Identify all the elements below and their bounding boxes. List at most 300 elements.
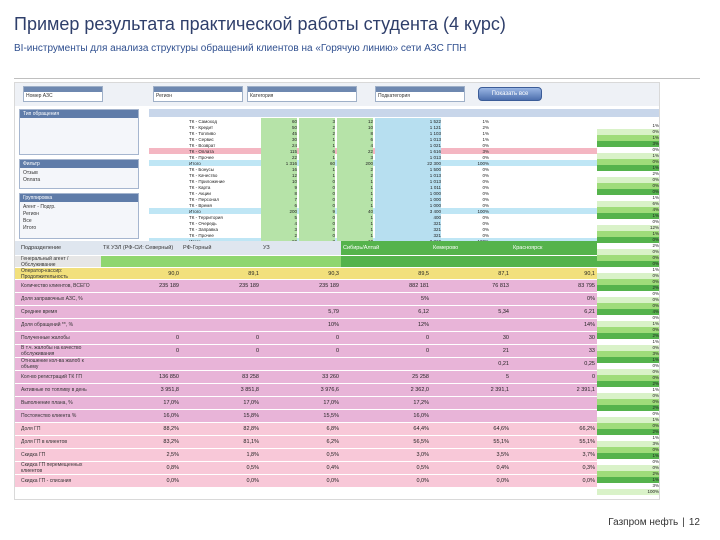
row-value: 0%	[482, 179, 489, 184]
row-value: 2	[261, 232, 297, 239]
row-value: 0,5%	[326, 452, 339, 458]
row-value: 1 000	[375, 202, 441, 209]
percentage-value: 3%	[652, 351, 659, 356]
row-value: 1 616	[375, 148, 441, 155]
show-all-button[interactable]: Показать все	[478, 87, 542, 101]
row-value: 0,4%	[496, 465, 509, 471]
row-value: 0%	[482, 191, 489, 196]
row-value: 60	[299, 160, 335, 167]
row-value: 0	[255, 348, 259, 354]
row-value: 10	[337, 124, 373, 131]
footer-page-number: 12	[688, 517, 700, 528]
row-value	[181, 358, 261, 370]
row-name: Итого	[189, 161, 201, 166]
combo-header	[248, 87, 356, 92]
panel-line: Итого	[23, 225, 37, 231]
percentage-value: 1%	[652, 477, 659, 482]
percentage-value: 2%	[652, 405, 659, 410]
side-panel-grouping[interactable]	[19, 193, 139, 239]
row-name: Итого	[189, 209, 201, 214]
panel-body	[20, 168, 138, 186]
summary-table-row	[15, 345, 597, 358]
row-value: 22	[337, 148, 373, 155]
percentage-value: 0%	[652, 183, 659, 188]
row-value	[261, 256, 341, 267]
panel-body	[20, 118, 138, 122]
percentage-value: 2%	[652, 285, 659, 290]
row-label: Кол-во регистраций ТК ГП	[21, 374, 82, 380]
column-header: Сибирь/Алтай	[341, 241, 431, 255]
row-value: 3,0%	[416, 452, 429, 458]
row-value: 235 189	[159, 283, 179, 289]
row-value: 25 258	[412, 374, 429, 380]
row-value	[181, 306, 261, 318]
percentage-value: 0%	[652, 177, 659, 182]
panel-line: Отзыв	[23, 170, 38, 176]
row-value: 22 300	[375, 160, 441, 167]
percentage-value: 0%	[652, 447, 659, 452]
row-value: 0	[425, 348, 429, 354]
percentage-value: 1%	[652, 195, 659, 200]
row-value	[181, 256, 261, 267]
row-value: 6	[337, 136, 373, 143]
percentage-value: 2%	[652, 429, 659, 434]
row-value: 0%	[482, 185, 489, 190]
row-value	[511, 256, 597, 267]
row-value: 89,5	[418, 270, 429, 277]
percentage-value: 0%	[652, 465, 659, 470]
row-value: 90,0	[168, 270, 179, 277]
row-name: ТК - Территория	[189, 215, 223, 220]
summary-table-row	[15, 293, 597, 306]
row-value: 17,2%	[413, 400, 429, 406]
row-value: 81,1%	[243, 439, 259, 445]
row-value: 0	[299, 220, 335, 227]
row-label: В т.ч. жалобы на качество обслуживания	[21, 345, 82, 357]
row-value: 0%	[482, 173, 489, 178]
summary-table-row	[15, 280, 597, 293]
row-value: 16,0%	[163, 413, 179, 419]
percentage-value: 4%	[652, 207, 659, 212]
summary-table-row	[15, 410, 597, 423]
row-value: 24	[261, 142, 297, 149]
percentage-value: 0%	[652, 291, 659, 296]
row-label: Доля ГП	[21, 426, 41, 432]
row-label: Доля обращений **, %	[21, 322, 74, 328]
row-label: Скидка ГП - списания	[21, 478, 72, 484]
summary-table-header	[15, 241, 597, 255]
row-value: 1 013	[375, 154, 441, 161]
summary-table-row	[15, 436, 597, 449]
row-value: 200	[261, 208, 297, 215]
row-value: 321	[375, 220, 441, 227]
row-value: 6	[261, 202, 297, 209]
row-name: ТК - Оплата	[189, 149, 214, 154]
percentage-value: 0%	[652, 237, 659, 242]
row-value: 0	[299, 226, 335, 233]
row-value: 6,8%	[326, 426, 339, 432]
summary-table-row	[15, 475, 597, 488]
row-value: 89,1	[248, 270, 259, 277]
row-value: 6,2%	[326, 439, 339, 445]
row-value: 60	[261, 118, 297, 125]
row-value: 400	[375, 214, 441, 221]
panel-title: Фильтр	[20, 160, 138, 168]
row-value: 100%	[477, 161, 489, 166]
row-value: 1 121	[375, 124, 441, 131]
row-value: 0%	[482, 143, 489, 148]
panel-title: Группировка	[20, 194, 138, 202]
row-value: 0%	[482, 215, 489, 220]
row-value: 3 400	[375, 208, 441, 215]
row-value: 0	[299, 190, 335, 197]
row-value: 66,2%	[579, 426, 595, 432]
row-value: 200	[337, 160, 373, 167]
combo-label: Номер АЗС	[26, 93, 53, 99]
percentage-value: 1%	[652, 339, 659, 344]
column-header: ТК УЗЛ (РФ-СИ: Северный)	[103, 245, 174, 251]
panel-line: Регион	[23, 211, 40, 217]
row-value: 0,0%	[416, 478, 429, 484]
summary-table-row	[15, 397, 597, 410]
row-value: 5,34	[498, 309, 509, 315]
percentage-value: 1%	[652, 387, 659, 392]
row-value: 9	[299, 208, 335, 215]
row-value: 0,3%	[582, 465, 595, 471]
percentage-value: 2%	[652, 333, 659, 338]
row-value: 0	[255, 335, 259, 341]
row-value: 3 951,8	[160, 387, 179, 393]
percentage-value: 0%	[652, 273, 659, 278]
row-value: 0	[299, 202, 335, 209]
row-value	[431, 410, 511, 422]
row-value: 0,0%	[246, 478, 259, 484]
row-name: ТК - Акции	[189, 191, 211, 196]
row-value: 17,0%	[163, 400, 179, 406]
summary-table-row	[15, 256, 597, 268]
row-label: Постоянство клиента %	[21, 413, 77, 419]
row-value: 10	[261, 178, 297, 185]
combo-label: Регион	[156, 93, 173, 99]
row-value: 17,0%	[323, 400, 339, 406]
percentage-value: 100%	[647, 489, 659, 494]
row-label: Скидка ГП	[21, 452, 46, 458]
summary-table-row	[15, 319, 597, 332]
row-value: 1	[337, 202, 373, 209]
row-value: 100%	[477, 209, 489, 214]
percentage-value: 3%	[652, 141, 659, 146]
filter-combo-1[interactable]	[23, 86, 103, 102]
summary-table-row	[15, 384, 597, 397]
row-value	[261, 358, 341, 370]
footer-company: Газпром нефть	[608, 517, 679, 528]
row-value: 82,8%	[243, 426, 259, 432]
row-value: 30	[588, 335, 595, 341]
row-value: 33	[588, 348, 595, 354]
row-value: 88,2%	[163, 426, 179, 432]
row-label: Выполнение плана, %	[21, 400, 73, 406]
row-value: 90,3	[328, 270, 339, 277]
row-value	[341, 256, 431, 267]
side-panel-type[interactable]	[19, 109, 139, 155]
percentage-value: 0%	[652, 369, 659, 374]
percentage-value: 12%	[649, 225, 659, 230]
row-name: ТК - Возврат	[189, 143, 216, 148]
row-name: ТК - Прочее	[189, 233, 214, 238]
row-value: 3 976,6	[320, 387, 339, 393]
row-value: 0	[425, 335, 429, 341]
row-label: Оператор-кассир: Продолжительность	[21, 268, 68, 279]
row-value: 16	[261, 166, 297, 173]
row-value: 0,25	[584, 361, 595, 367]
row-value: 12	[261, 172, 297, 179]
percentage-value: 0%	[652, 219, 659, 224]
combo-label: Категория	[250, 93, 274, 99]
row-value: 83 258	[242, 374, 259, 380]
row-value	[101, 319, 181, 331]
row-value: 14%	[583, 322, 595, 328]
percentage-value: 0%	[652, 375, 659, 380]
upper-data-table	[149, 109, 660, 239]
row-value: 1 000	[375, 190, 441, 197]
percentage-value: 1%	[652, 417, 659, 422]
row-value: 1	[299, 136, 335, 143]
row-value	[101, 306, 181, 318]
row-value: 3,7%	[582, 452, 595, 458]
row-value: 1%	[482, 131, 489, 136]
row-value: 2	[337, 166, 373, 173]
row-value: 0%	[482, 203, 489, 208]
row-label: Полученные жалобы	[21, 335, 70, 341]
percentage-value: 0%	[652, 255, 659, 260]
percentage-value: 0%	[652, 261, 659, 266]
row-label: Среднее время	[21, 309, 58, 315]
row-name: ТК - Топливо	[189, 131, 216, 136]
percentage-value: 0%	[652, 303, 659, 308]
summary-table-row	[15, 462, 597, 475]
row-value: 15,8%	[243, 413, 259, 419]
row-value: 83,2%	[163, 439, 179, 445]
row-name: ТК - Прочее	[189, 155, 214, 160]
row-value: 1	[337, 220, 373, 227]
row-value: 0,0%	[582, 478, 595, 484]
row-value	[431, 319, 511, 331]
row-name: ТК - Сервис	[189, 137, 214, 142]
row-value: 1	[299, 154, 335, 161]
combo-header	[376, 87, 464, 92]
row-value: 1 000	[375, 196, 441, 203]
percentage-value: 1%	[652, 231, 659, 236]
percentage-value: 1%	[652, 153, 659, 158]
row-value: 2	[299, 124, 335, 131]
row-value: 3 851,8	[240, 387, 259, 393]
bi-dashboard-screenshot	[14, 82, 660, 500]
row-value: 12	[337, 118, 373, 125]
row-value: 0%	[482, 221, 489, 226]
combo-label: Подкатегория	[378, 93, 410, 99]
row-value: 235 189	[319, 283, 339, 289]
row-value: 1 522	[375, 118, 441, 125]
row-value: 8	[261, 190, 297, 197]
row-value: 9	[261, 184, 297, 191]
row-value: 83 795	[578, 283, 595, 289]
combo-header	[154, 87, 242, 92]
row-name: ТК - Бонусы	[189, 167, 214, 172]
row-value: 0%	[482, 197, 489, 202]
row-value	[101, 256, 181, 267]
row-value: 0	[299, 232, 335, 239]
percentage-value: 0%	[652, 189, 659, 194]
row-value: 3	[261, 226, 297, 233]
row-value: 0	[299, 178, 335, 185]
row-value: 321	[375, 232, 441, 239]
row-name: ТК - Карта	[189, 185, 211, 190]
percentage-value: 1%	[652, 213, 659, 218]
row-value: 0%	[587, 296, 595, 302]
row-value: 0	[175, 335, 179, 341]
percentage-value: 0%	[652, 423, 659, 428]
row-value	[181, 319, 261, 331]
row-label: Количество клиентов, ВСЕГО	[21, 283, 90, 289]
row-value: 0%	[482, 227, 489, 232]
row-value: 1 021	[375, 142, 441, 149]
row-value: 0,8%	[166, 465, 179, 471]
percentage-value: 0%	[652, 279, 659, 284]
row-value: 1 013	[375, 172, 441, 179]
row-value: 882 181	[409, 283, 429, 289]
row-value: 5%	[421, 296, 429, 302]
row-value: 0	[299, 214, 335, 221]
column-header: Красноярск	[511, 241, 597, 255]
row-value: 5,79	[328, 309, 339, 315]
row-name: ТК - Приложение	[189, 179, 225, 184]
row-value	[101, 358, 181, 370]
percentage-value: 0%	[652, 393, 659, 398]
panel-body	[20, 202, 138, 234]
percentage-value: 1%	[652, 267, 659, 272]
row-value: 235 189	[239, 283, 259, 289]
row-value: 8	[337, 130, 373, 137]
panel-line: Оплата	[23, 177, 41, 183]
row-value: 0	[299, 196, 335, 203]
row-value: 17,0%	[243, 400, 259, 406]
row-label: Генеральный агент / Обслуживание	[21, 256, 69, 267]
row-value: 1	[299, 166, 335, 173]
row-value: 50	[261, 124, 297, 131]
row-value	[431, 256, 511, 267]
column-header: РФ-Горный	[183, 245, 212, 251]
row-value: 22	[261, 154, 297, 161]
row-value: 1	[337, 184, 373, 191]
footer-separator: |	[682, 517, 685, 528]
row-value	[431, 293, 511, 305]
row-value: 321	[375, 226, 441, 233]
row-value: 64,4%	[413, 426, 429, 432]
row-value: 12%	[417, 322, 429, 328]
filter-combo-4[interactable]	[375, 86, 465, 102]
percentage-value: 0%	[652, 411, 659, 416]
summary-table-row	[15, 371, 597, 384]
row-value: 6	[299, 148, 335, 155]
row-value: 1 011	[375, 184, 441, 191]
footer	[608, 517, 700, 528]
row-value: 1	[337, 196, 373, 203]
row-value	[181, 293, 261, 305]
percentage-value: 0%	[652, 345, 659, 350]
row-value: 30	[502, 335, 509, 341]
percentage-value: 6%	[652, 201, 659, 206]
percentage-value: 0%	[652, 315, 659, 320]
percentage-value: 2%	[652, 471, 659, 476]
percentage-value: 0%	[652, 327, 659, 332]
row-value: 55,1%	[493, 439, 509, 445]
filter-combo-2[interactable]	[153, 86, 243, 102]
row-value: 1	[299, 142, 335, 149]
row-value: 87,1	[498, 270, 509, 277]
percentage-value: 1%	[652, 435, 659, 440]
row-name: ТК - Самоход	[189, 119, 217, 124]
percentage-row	[597, 489, 660, 495]
summary-table-row	[15, 332, 597, 345]
row-value: 3	[337, 154, 373, 161]
summary-table-row	[15, 268, 597, 280]
slide-title: Пример результата практической работы студента (4 курс)	[14, 14, 506, 34]
slide-subtitle: BI-инструменты для анализа структуры обращений клиентов на «Горячую линию» сети АЗС ГПН	[14, 43, 467, 54]
row-value: 1,8%	[246, 452, 259, 458]
row-value: 0	[175, 348, 179, 354]
percentage-value: 0%	[652, 249, 659, 254]
row-value: 15,5%	[323, 413, 339, 419]
row-value: 0	[335, 335, 339, 341]
row-value: 40	[337, 208, 373, 215]
row-value: 2 362,0	[410, 387, 429, 393]
row-value: 1 500	[375, 166, 441, 173]
row-value: 3,5%	[496, 452, 509, 458]
row-value: 2 391,1	[576, 387, 595, 393]
percentage-value: 3%	[652, 441, 659, 446]
row-value: 16,0%	[413, 413, 429, 419]
row-value	[431, 397, 511, 409]
row-value: 1%	[482, 119, 489, 124]
summary-table-row	[15, 358, 597, 371]
percentage-value: 0%	[652, 459, 659, 464]
row-name: ТК - Качество	[189, 173, 218, 178]
percentage-value: 0%	[652, 399, 659, 404]
combo-header	[24, 87, 102, 92]
row-value: 1 316	[261, 160, 297, 167]
summary-table-row	[15, 449, 597, 462]
row-value: 5	[261, 214, 297, 221]
panel-title: Тип обращения	[20, 110, 138, 118]
row-value: 0,4%	[326, 465, 339, 471]
row-value: 0,0%	[166, 478, 179, 484]
side-panel-filter[interactable]	[19, 159, 139, 189]
percentage-value: 0%	[652, 297, 659, 302]
row-name: ТК - Кредит	[189, 125, 214, 130]
row-value: 0%	[482, 167, 489, 172]
percentage-column	[597, 123, 660, 500]
row-value: 0%	[482, 155, 489, 160]
row-value: 45	[261, 130, 297, 137]
row-value: 2,5%	[166, 452, 179, 458]
row-value	[261, 293, 341, 305]
percentage-value: 1%	[652, 453, 659, 458]
row-value: 0,5%	[416, 465, 429, 471]
percentage-value: 0%	[652, 147, 659, 152]
filter-combo-3[interactable]	[247, 86, 357, 102]
percentage-value: 2%	[652, 243, 659, 248]
row-value: 2%	[482, 125, 489, 130]
